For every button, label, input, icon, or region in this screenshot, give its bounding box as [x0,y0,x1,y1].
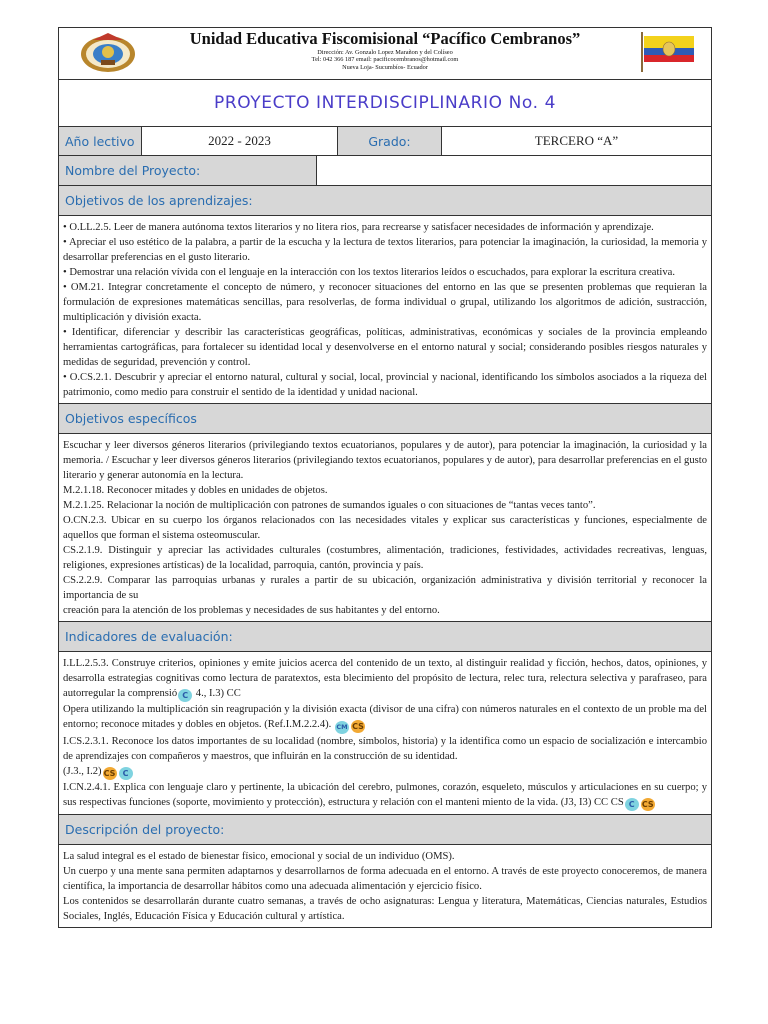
list-item: CS.2.1.9. Distinguir y apreciar las actividades culturales (costumbres, alimentación, tradiciones, festividades, actividades recreativas, lenguas, religiones, expresiones artísticas) de la localidad, parroquia, cantón, provincia y país. [63,545,707,571]
year-grade-row [59,127,711,156]
indicator-1-text: I.LL.2.5.3. Construye criterios, opiniones y emite juicios acerca del contenido de un texto, al distinguir realidad y ficción, hechos, datos, opiniones, y desarrolla estrategias cognitivas como lectura de paratextos, esta blecimiento del propósito de lectura, relec tura, relectura selectiva y parafraseo, para autorregular la comprensió [63,658,707,699]
list-item: • O.CS.2.1. Descubrir y apreciar el entorno natural, cultural y social, local, provincial y nacional, identificando los símbolos asociados a la riqueza del patrimonio, como medio para construir el sentido de la identidad y unidad nacional. [63,372,707,398]
school-name: Unidad Educativa Fiscomisional “Pacífico Cembranos” [189,29,581,48]
indicators-body [59,652,711,815]
indicator-3-code: (J.3., I.2) [63,766,102,777]
list-item: CS.2.2.9. Comparar las parroquias urbanas y rurales a partir de su ubicación, organización administrativa y división territorial y reconocer la importancia de su [63,575,707,601]
document-page [58,27,712,928]
competency-c-badge: C [178,689,192,702]
specific-objectives-heading: Objetivos específicos [59,404,711,434]
description-heading: Descripción del proyecto: [59,815,711,845]
learning-objectives-body [59,216,711,404]
list-item: • Demostrar una relación vívida con el lenguaje en la interacción con los textos literarios leídos o escuchados, para explorar la escritura creativa. [63,267,676,278]
grade-label: Grado: [338,127,442,155]
competency-c-badge: C [625,798,639,811]
indicator-3-text: I.CS.2.3.1. Reconoce los datos importantes de su localidad (nombre, símbolos, historia) y la identifica como un espacio de socialización e intercambio de aprendizajes con compañeros y maestros, que influirán en la construcción de su identidad. [63,736,707,762]
indicator-1 [63,656,707,702]
indicator-2 [63,702,707,734]
competency-cs-badge: CS [103,769,116,778]
competency-c-badge: C [119,767,133,780]
learning-objectives-heading: Objetivos de los aprendizajes: [59,186,711,216]
list-item: O.CN.2.3. Ubicar en su cuerpo los órganos relacionados con las necesidades vitales y explicar sus características y funciones, especialmente de aquellos que forman el sistema osteomuscular. [63,515,707,541]
indicator-4-text: I.CN.2.4.1. Explica con lenguaje claro y pertinente, la ubicación del cerebro, pulmones, corazón, esqueleto, músculos y articulaciones en su cuerpo; y sus respectivas funciones (soporte, movimiento y protección), estructura y relación con el manteni miento de la vida. (J3, I3) CC CS [63,782,707,808]
grade-value: TERCERO “A” [534,133,619,148]
list-item: creación para la atención de los problemas y necesidades de sus habitantes y del entorno. [63,605,440,616]
paragraph: Los contenidos se desarrollarán durante cuatro semanas, a través de ocho asignaturas: Lengua y literatura, Matemáticas, Ciencias naturales, Estudios Sociales, Inglés, Educación Física y Educación cultural y artística. [63,896,707,922]
indicator-4 [63,780,707,811]
paragraph: Un cuerpo y una mente sana permiten adaptarnos y desarrollarnos de forma adecuada en el entorno. A través de este proyecto conoceremos, de manera científica, la importancia de desarrollar hábitos como una adecuada alimentación y ejercicio físico. [63,866,707,892]
year-label: Año lectivo [59,127,142,155]
competency-cs-badge: CS [352,722,364,731]
year-value: 2022 - 2023 [142,127,338,155]
indicator-3 [63,734,707,764]
project-name-value [317,156,711,185]
indicator-2-text: Opera utilizando la multiplicación sin reagrupación y la división exacta (divisor de una cifra) con números naturales en el contexto de un proble ma del entorno; reconoce mitades y dobles en objetos. (Ref.I.M.2.2.4). [63,704,707,730]
competency-cm-badge: CM [335,721,349,734]
list-item: Escuchar y leer diversos géneros literarios (privilegiando textos ecuatorianos, populares y de autor), para potenciar la imaginación, la curiosidad y la memoria. / Escuchar y leer diversos géneros literarios (privilegiando textos ecuatorianos, populares y de autor), para desarrollar preferencias en el gusto literario y generar autonomía en la lectura. [63,440,707,481]
document-title: PROYECTO INTERDISCIPLINARIO No. 4 [213,93,557,113]
specific-objectives-body [59,434,711,622]
competency-cs-badge: CS [641,800,654,809]
description-body [59,845,711,927]
school-contact-info [59,49,711,71]
indicator-3-ref [63,764,707,780]
indicators-heading: Indicadores de evaluación: [59,622,711,652]
list-item: • O.LL.2.5. Leer de manera autónoma textos literarios y no litera rios, para recrearse y satisfacer necesidades de información y aprendizaje. [63,222,654,233]
list-item: M.2.1.18. Reconocer mitades y dobles en unidades de objetos. [63,485,328,496]
title-row [59,80,711,127]
list-item: • Apreciar el uso estético de la palabra, a partir de la escucha y la lectura de textos literarios, para potenciar la imaginación, la curiosidad, la memoria y desarrollar preferencias en el gusto literario. [63,237,707,263]
list-item: • OM.21. Integrar concretamente el concepto de número, y reconocer situaciones del entorno en las que se presenten problemas que requieran la formulación de expresiones matemáticas sencillas, para resolverlas, de forma individual o grupal, utilizando los algoritmos de adición, sustracción, multiplicación y división exacta. [63,282,707,323]
project-name-label: Nombre del Proyecto: [59,156,317,185]
project-name-row [59,156,711,186]
school-phone-email: Tel: 042 366 187 email: pacificocembranos@hotmail.com [311,56,459,64]
letterhead [59,28,711,80]
school-address: Dirección: Av. Gonzalo Lopez Marañon y del Colíseo [317,49,453,56]
list-item: • Identificar, diferenciar y describir las características geográficas, políticas, administrativas, económicas y sociales de la provincia empleando herramientas cartográficas, para fortalecer su identidad local y desenvolverse en el entorno natural y social; considerando posibles riesgos naturales y medidas de seguridad, prevención y control. [63,327,707,368]
school-location: Nueva Loja- Sucumbíos- Ecuador [342,63,428,71]
ecuador-flag-icon [639,32,697,72]
list-item: M.2.1.25. Relacionar la noción de multiplicación con patrones de sumandos iguales o con situaciones de “tantas veces tanto”. [63,500,596,511]
paragraph: La salud integral es el estado de bienestar físico, emocional y social de un individuo (OMS). [63,851,455,862]
indicator-1-end: 4., I.3) CC [193,688,241,699]
